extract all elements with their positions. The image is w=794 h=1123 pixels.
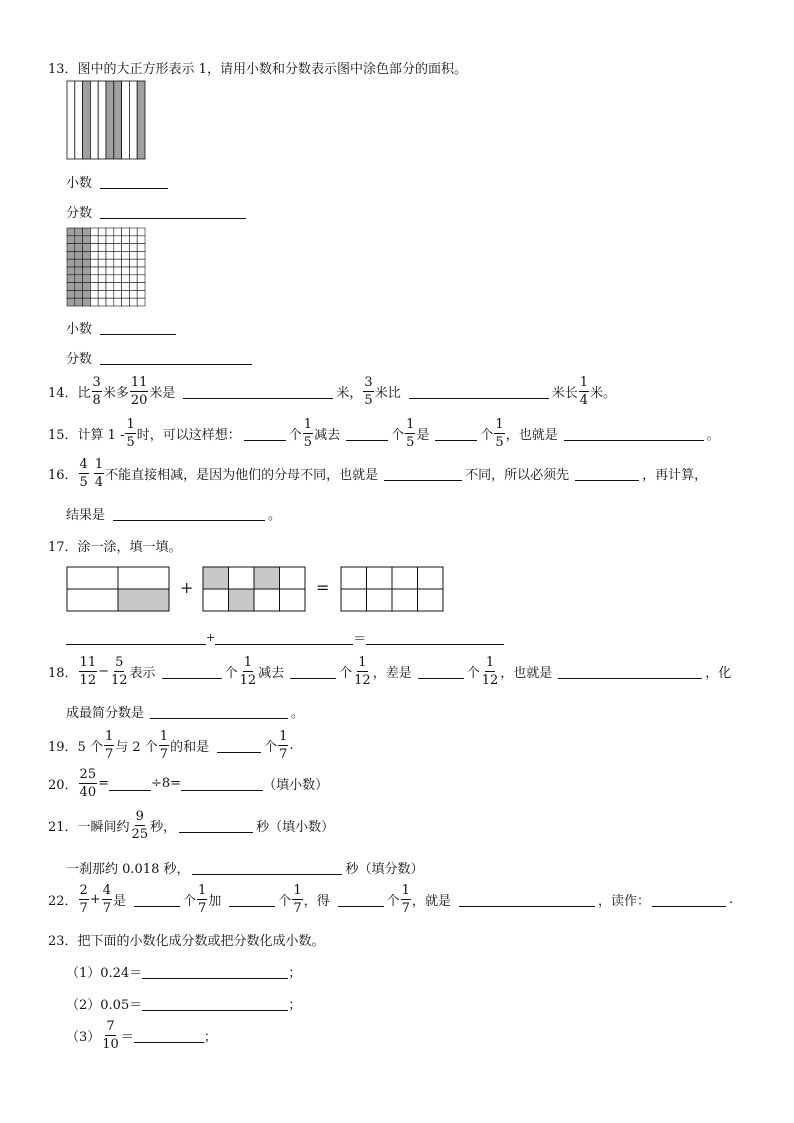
answer-blank[interactable] [181, 776, 263, 791]
grid-cell [90, 298, 98, 306]
figure-cell [67, 567, 118, 589]
grid-cell [137, 259, 145, 267]
answer-blank[interactable] [162, 664, 222, 679]
answer-blank[interactable] [109, 776, 151, 791]
answer-blank[interactable] [113, 506, 265, 521]
answer-blank[interactable] [192, 860, 342, 875]
label-decimal: 小数 [66, 322, 93, 337]
answer-blank[interactable] [575, 466, 639, 481]
grid-cell [75, 267, 83, 275]
grid-cell [114, 259, 122, 267]
strip-cell [98, 81, 106, 159]
grid-cell [67, 244, 75, 252]
figure-cell [118, 589, 169, 611]
grid-cell [129, 259, 137, 267]
grid-cell [90, 259, 98, 267]
answer-blank[interactable] [409, 384, 549, 399]
grid-cell [114, 275, 122, 283]
grid-cell [67, 298, 75, 306]
grid-cell [67, 290, 75, 298]
grid-cell [98, 236, 106, 244]
grid-cell [75, 275, 83, 283]
grid-cell [122, 290, 130, 298]
grid-cell [122, 251, 130, 259]
figure-cell [203, 567, 229, 589]
answer-blank[interactable] [100, 320, 176, 335]
grid-cell [129, 298, 137, 306]
grid-cell [122, 275, 130, 283]
grid-cell [75, 228, 83, 236]
q23-item-2: （2）0.05＝ ； [66, 998, 302, 1013]
q16: 16． $\frac{4}{5}$ $\frac{1}{4}$ 不能直接相减，是因为他们的分母不同，也就是 不同，所以必须先 ，再计算， [48, 457, 708, 490]
grid-cell [137, 228, 145, 236]
grid-cell [106, 275, 114, 283]
grid-cell [129, 267, 137, 275]
grid-cell [98, 290, 106, 298]
grid-cell [75, 283, 83, 291]
label-decimal: 小数 [66, 176, 93, 191]
q20: 20． $\frac{25}{40}$ = ÷8= （填小数） [48, 767, 329, 800]
strip-cell [90, 81, 98, 159]
answer-blank[interactable] [183, 384, 333, 399]
fraction: $\frac{4}{5}$ [79, 457, 88, 490]
grid-cell [114, 290, 122, 298]
figure-cell [418, 567, 444, 589]
fraction: $\frac{2}{7}$ [79, 883, 88, 916]
figure-cell [367, 589, 393, 611]
q21-row2: 一刹那约 0.018 秒， 秒（填分数） [66, 862, 424, 877]
shaded-strips-figure [66, 80, 146, 160]
q22: 22． $\frac{2}{7}$ + $\frac{4}{7}$ 是 个 $\frac{1}{7}$ 加 个 $\frac{1}{7}$ ，得 个 $\frac{1}{7}$ ，就是 ，读作： . [48, 883, 734, 916]
fraction: $\frac{1}{4}$ [579, 375, 589, 408]
grid-cell [90, 290, 98, 298]
figure-cell [341, 567, 367, 589]
grid-cell [67, 283, 75, 291]
q15: 15．计算 1 - $\frac{1}{5}$ 时，可以这样想： 个 $\frac{1}{5}$ 减去 个 $\frac{1}{5}$ 是 个 $\frac{1}{5}$ ，也就是 。 [48, 417, 720, 450]
grid-cell [137, 267, 145, 275]
grid-cell [83, 267, 91, 275]
grid-cell [114, 298, 122, 306]
grid-cell [114, 228, 122, 236]
grid-cell [90, 251, 98, 259]
figure-cell [229, 589, 255, 611]
strip-cell [83, 81, 91, 159]
grid-cell [129, 236, 137, 244]
q17-text: 17．涂一涂，填一填。 [48, 540, 182, 555]
grid-cell [122, 283, 130, 291]
q23-item-3: （3） $\frac{7}{10}$ ＝ ； [66, 1019, 217, 1052]
grid-cell [137, 290, 145, 298]
grid-cell [129, 290, 137, 298]
answer-blank[interactable] [558, 664, 702, 679]
grid-cell [83, 228, 91, 236]
fraction: $\frac{4}{7}$ [102, 883, 112, 916]
grid-cell [83, 259, 91, 267]
answer-blank[interactable] [384, 466, 462, 481]
fraction: $\frac{1}{7}$ [279, 729, 288, 762]
fraction: $\frac{25}{40}$ [79, 767, 97, 800]
grid-cell [129, 244, 137, 252]
figure-cell [341, 589, 367, 611]
q21: 21．一瞬间约 $\frac{9}{25}$ 秒， 秒（填小数） [48, 809, 335, 842]
fraction: $\frac{1}{4}$ [94, 457, 104, 490]
grid-cell [106, 244, 114, 252]
strip-cell [106, 81, 114, 159]
answer-blank[interactable] [100, 350, 252, 365]
grid-cell [98, 275, 106, 283]
figure-cell [229, 567, 255, 589]
grid-cell [67, 259, 75, 267]
figure-cell [203, 589, 229, 611]
grid-cell [98, 244, 106, 252]
grid-cell [137, 275, 145, 283]
grid-cell [129, 283, 137, 291]
q13-fraction-row-1 [66, 202, 249, 221]
answer-blank[interactable] [290, 664, 336, 679]
grid-cell [67, 236, 75, 244]
grid-cell [75, 236, 83, 244]
fraction: $\frac{1}{5}$ [406, 417, 415, 450]
answer-blank[interactable] [142, 964, 288, 979]
q13-text: 13．图中的大正方形表示 1，请用小数和分数表示图中涂色部分的面积。 [48, 62, 467, 77]
answer-blank[interactable] [346, 426, 388, 441]
q13-decimal-row-1 [66, 172, 171, 191]
fraction: $\frac{7}{10}$ [102, 1019, 119, 1052]
grid-cell [137, 283, 145, 291]
strip-cell [122, 81, 130, 159]
grid-cell [75, 244, 83, 252]
fraction: $\frac{3}{5}$ [364, 375, 373, 408]
grid-cell [90, 283, 98, 291]
grid-cell [106, 283, 114, 291]
grid-cell [83, 251, 91, 259]
figure-cell [67, 589, 118, 611]
q19: 19．5 个 $\frac{1}{7}$ 与 2 个 $\frac{1}{7}$ 的和是 个 $\frac{1}{7}$ . [48, 729, 294, 762]
hundred-grid-figure [66, 227, 146, 307]
fraction: $\frac{1}{5}$ [126, 417, 135, 450]
fraction: $\frac{1}{5}$ [303, 417, 313, 450]
fraction: $\frac{1}{7}$ [198, 883, 207, 916]
grid-cell [83, 244, 91, 252]
grid-cell [83, 290, 91, 298]
grid-cell [106, 259, 114, 267]
answer-blank[interactable] [366, 630, 504, 645]
grid-cell [67, 275, 75, 283]
grid-cell [122, 236, 130, 244]
grid-cell [75, 290, 83, 298]
fraction: $\frac{1}{7}$ [401, 883, 410, 916]
grid-cell [129, 275, 137, 283]
answer-blank[interactable] [215, 630, 353, 645]
answer-blank[interactable] [217, 738, 261, 753]
grid-cell [106, 236, 114, 244]
answer-blank[interactable] [100, 174, 168, 189]
grid-cell [75, 259, 83, 267]
grid-cell [106, 251, 114, 259]
fraction: $\frac{11}{20}$ [130, 375, 148, 408]
q13-fraction-row-2 [66, 348, 255, 367]
answer-blank[interactable] [459, 892, 595, 907]
q23-text: 23．把下面的小数化成分数或把分数化成小数。 [48, 934, 325, 949]
fraction: $\frac{3}{8}$ [92, 375, 101, 408]
figure-cell [280, 589, 306, 611]
grid-cell [98, 228, 106, 236]
label-fraction: 分数 [66, 206, 93, 221]
grid-cell [137, 298, 145, 306]
answer-blank[interactable] [150, 704, 288, 719]
grid-cell [106, 290, 114, 298]
figure-cell [280, 567, 306, 589]
figure-cell [392, 589, 418, 611]
grid-cell [67, 251, 75, 259]
rect-2x4-figure [202, 566, 306, 612]
strip-cell [67, 81, 75, 159]
grid-cell [98, 298, 106, 306]
grid-cell [122, 259, 130, 267]
answer-blank[interactable] [179, 818, 253, 833]
grid-cell [67, 267, 75, 275]
q18: 18． $\frac{11}{12}$ − $\frac{5}{12}$ 表示 个 $\frac{1}{12}$ 减去 个 $\frac{1}{12}$ ，差是 个 $\frac{1}{12}$ ，也就是 ，化 [48, 655, 732, 688]
strip-cell [137, 81, 145, 159]
answer-blank[interactable] [100, 204, 246, 219]
fraction: $\frac{1}{12}$ [481, 655, 499, 688]
q17-answer-row: + ＝ [66, 628, 504, 647]
grid-cell [114, 251, 122, 259]
grid-cell [98, 251, 106, 259]
grid-cell [83, 298, 91, 306]
fraction: $\frac{11}{12}$ [79, 655, 97, 688]
grid-cell [83, 236, 91, 244]
fraction: $\frac{5}{12}$ [111, 655, 128, 688]
figure-cell [254, 589, 280, 611]
plus-sign: + [180, 578, 194, 597]
answer-blank[interactable] [134, 1028, 204, 1043]
q14: 14．比 $\frac{3}{8}$ 米多 $\frac{11}{20}$ 米是 米， $\frac{3}{5}$ 米比 米长 $\frac{1}{4}$ 米。 [48, 375, 617, 408]
grid-cell [114, 236, 122, 244]
grid-cell [122, 298, 130, 306]
grid-cell [90, 244, 98, 252]
grid-cell [129, 228, 137, 236]
fraction: $\frac{9}{25}$ [131, 809, 149, 842]
figure-cell [418, 589, 444, 611]
grid-cell [98, 267, 106, 275]
grid-cell [98, 283, 106, 291]
q23-item-1: （1）0.24＝ ； [66, 966, 302, 981]
grid-cell [90, 267, 98, 275]
grid-cell [106, 228, 114, 236]
answer-blank[interactable] [134, 892, 180, 907]
grid-cell [114, 283, 122, 291]
grid-cell [90, 228, 98, 236]
grid-cell [106, 267, 114, 275]
grid-cell [137, 251, 145, 259]
fraction: $\frac{1}{12}$ [354, 655, 371, 688]
figure-cell [392, 567, 418, 589]
grid-cell [114, 267, 122, 275]
grid-cell [90, 275, 98, 283]
grid-cell [106, 298, 114, 306]
answer-blank[interactable] [142, 996, 288, 1011]
grid-cell [90, 236, 98, 244]
figure-cell [367, 567, 393, 589]
answer-blank[interactable] [229, 892, 275, 907]
grid-cell [122, 228, 130, 236]
q16-result-row: 结果是 。 [66, 508, 282, 523]
rect-2x4-blank-figure [340, 566, 444, 612]
q13-decimal-row-2 [66, 318, 179, 337]
label-fraction: 分数 [66, 352, 93, 367]
strip-cell [75, 81, 83, 159]
answer-blank[interactable] [244, 426, 286, 441]
answer-blank[interactable] [338, 892, 384, 907]
fraction: $\frac{1}{7}$ [104, 729, 114, 762]
strip-cell [114, 81, 122, 159]
grid-cell [122, 244, 130, 252]
answer-blank[interactable] [564, 426, 704, 441]
q18-simplest-row: 成最简分数是 。 [66, 706, 305, 721]
grid-cell [67, 228, 75, 236]
grid-cell [129, 251, 137, 259]
fraction: $\frac{1}{12}$ [239, 655, 257, 688]
grid-cell [137, 244, 145, 252]
grid-cell [122, 267, 130, 275]
grid-cell [137, 236, 145, 244]
answer-blank[interactable] [418, 664, 464, 679]
equals-sign: = [316, 578, 330, 597]
grid-cell [75, 251, 83, 259]
figure-cell [254, 567, 280, 589]
figure-cell [118, 567, 169, 589]
answer-blank[interactable] [652, 892, 726, 907]
grid-cell [75, 298, 83, 306]
fraction: $\frac{1}{7}$ [293, 883, 302, 916]
rect-2x2-figure [66, 566, 170, 612]
fraction: $\frac{1}{5}$ [495, 417, 504, 450]
fraction: $\frac{1}{7}$ [159, 729, 169, 762]
answer-blank[interactable] [66, 630, 206, 645]
strip-cell [129, 81, 137, 159]
grid-cell [83, 283, 91, 291]
grid-cell [98, 259, 106, 267]
grid-cell [114, 244, 122, 252]
answer-blank[interactable] [435, 426, 477, 441]
grid-cell [83, 275, 91, 283]
